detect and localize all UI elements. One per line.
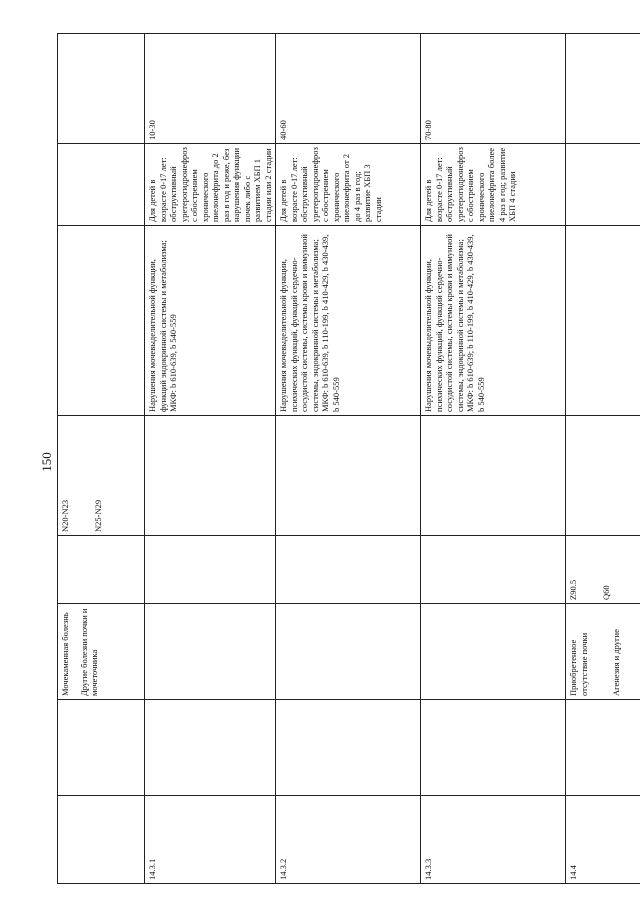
empty-cell (421, 700, 566, 796)
criteria-cell: Для детей в возрасте 0-17 лет: обструктивный уретерогидронефроз с обострением хронического пиелонефрита более 4 раз в год; развитие ХБП 4 стадии (421, 144, 566, 226)
code: Z90.5 (568, 579, 578, 600)
empty-cell (276, 604, 421, 700)
table-row (276, 34, 421, 884)
code: Q60 (600, 585, 611, 600)
row-number: 14.3.1 (145, 796, 276, 884)
disorder-cell: Нарушения мочевыделительной функции, психических функций, функций сердечно-сосудистой системы, системы крови и иммунной системы, эндокринной системы и метаболизма; МКФ: b 610-639; b 110-199, b 410-429, b 430-439, b 540-559 (421, 226, 566, 416)
codes-cell (58, 416, 145, 536)
empty-cell (276, 536, 421, 604)
empty-cell (58, 536, 145, 604)
empty-cell (58, 700, 145, 796)
table-row (145, 34, 276, 884)
empty-cell (58, 226, 145, 416)
criteria-cell: Для детей в возрасте 0-17 лет: обструктивный уретерогидронефроз с обострением хронического пиелонефрита до 2 раз в год и реже, без нарушения функции почек либо с развитием ХБП 1 стадии или 2 стадии (145, 144, 276, 226)
code: N20-N23 (60, 499, 70, 532)
rotated-table (57, 34, 632, 884)
empty-cell (145, 416, 276, 536)
class-name: Мочекаменная болезнь (60, 612, 70, 696)
codes-cell (566, 536, 640, 604)
empty-cell (276, 416, 421, 536)
disorder-cell: Нарушения мочевыделительной функции, функций эндокринной системы и метаболизма; МКФ: b 610-639, b 540-559 (145, 226, 276, 416)
empty-cell (566, 416, 640, 536)
row-number: 14.4 (566, 796, 640, 884)
empty-cell (421, 416, 566, 536)
condition-name: Приобретенное отсутствие почки (568, 632, 589, 696)
code: N25-N29 (92, 499, 103, 532)
empty-cell (566, 226, 640, 416)
empty-cell (58, 144, 145, 226)
empty-cell (421, 604, 566, 700)
percent-cell: 70-80 (421, 34, 566, 144)
table-row (421, 34, 566, 884)
empty-cell (566, 700, 640, 796)
empty-cell (276, 700, 421, 796)
names-cell (566, 604, 640, 700)
empty-cell (566, 34, 640, 144)
row-number: 14.3.2 (276, 796, 421, 884)
empty-cell (145, 604, 276, 700)
row-number: 14.3.3 (421, 796, 566, 884)
empty-cell (145, 536, 276, 604)
disorder-cell: Нарушения мочевыделительной функции, психических функций, функций сердечно-сосудистой системы, системы крови и иммунной системы, эндокринной системы и метаболизма; МКФ: b 610-639, b 110-199, b 410-429, b 430-439, b 540-559 (276, 226, 421, 416)
page-number: 150 (39, 452, 54, 472)
table-row (58, 34, 145, 884)
number-cell (58, 796, 145, 884)
percent-cell: 10-30 (145, 34, 276, 144)
condition-name: Агенезия и другие (611, 629, 621, 696)
percent-cell: 40-60 (276, 34, 421, 144)
empty-cell (566, 144, 640, 226)
empty-cell (58, 34, 145, 144)
empty-cell (145, 700, 276, 796)
class-names-cell (58, 604, 145, 700)
criteria-cell: Для детей в возрасте 0-17 лет: обструктивный уретерогидронефроз с обострением хронического пиелонефрита от 2 до 4 раз в год; развитие ХБП 3 стадии (276, 144, 421, 226)
classification-table (57, 33, 640, 884)
empty-cell (421, 536, 566, 604)
class-name: Другие болезни почки и мочеточника (78, 608, 99, 696)
table-row (566, 34, 640, 884)
